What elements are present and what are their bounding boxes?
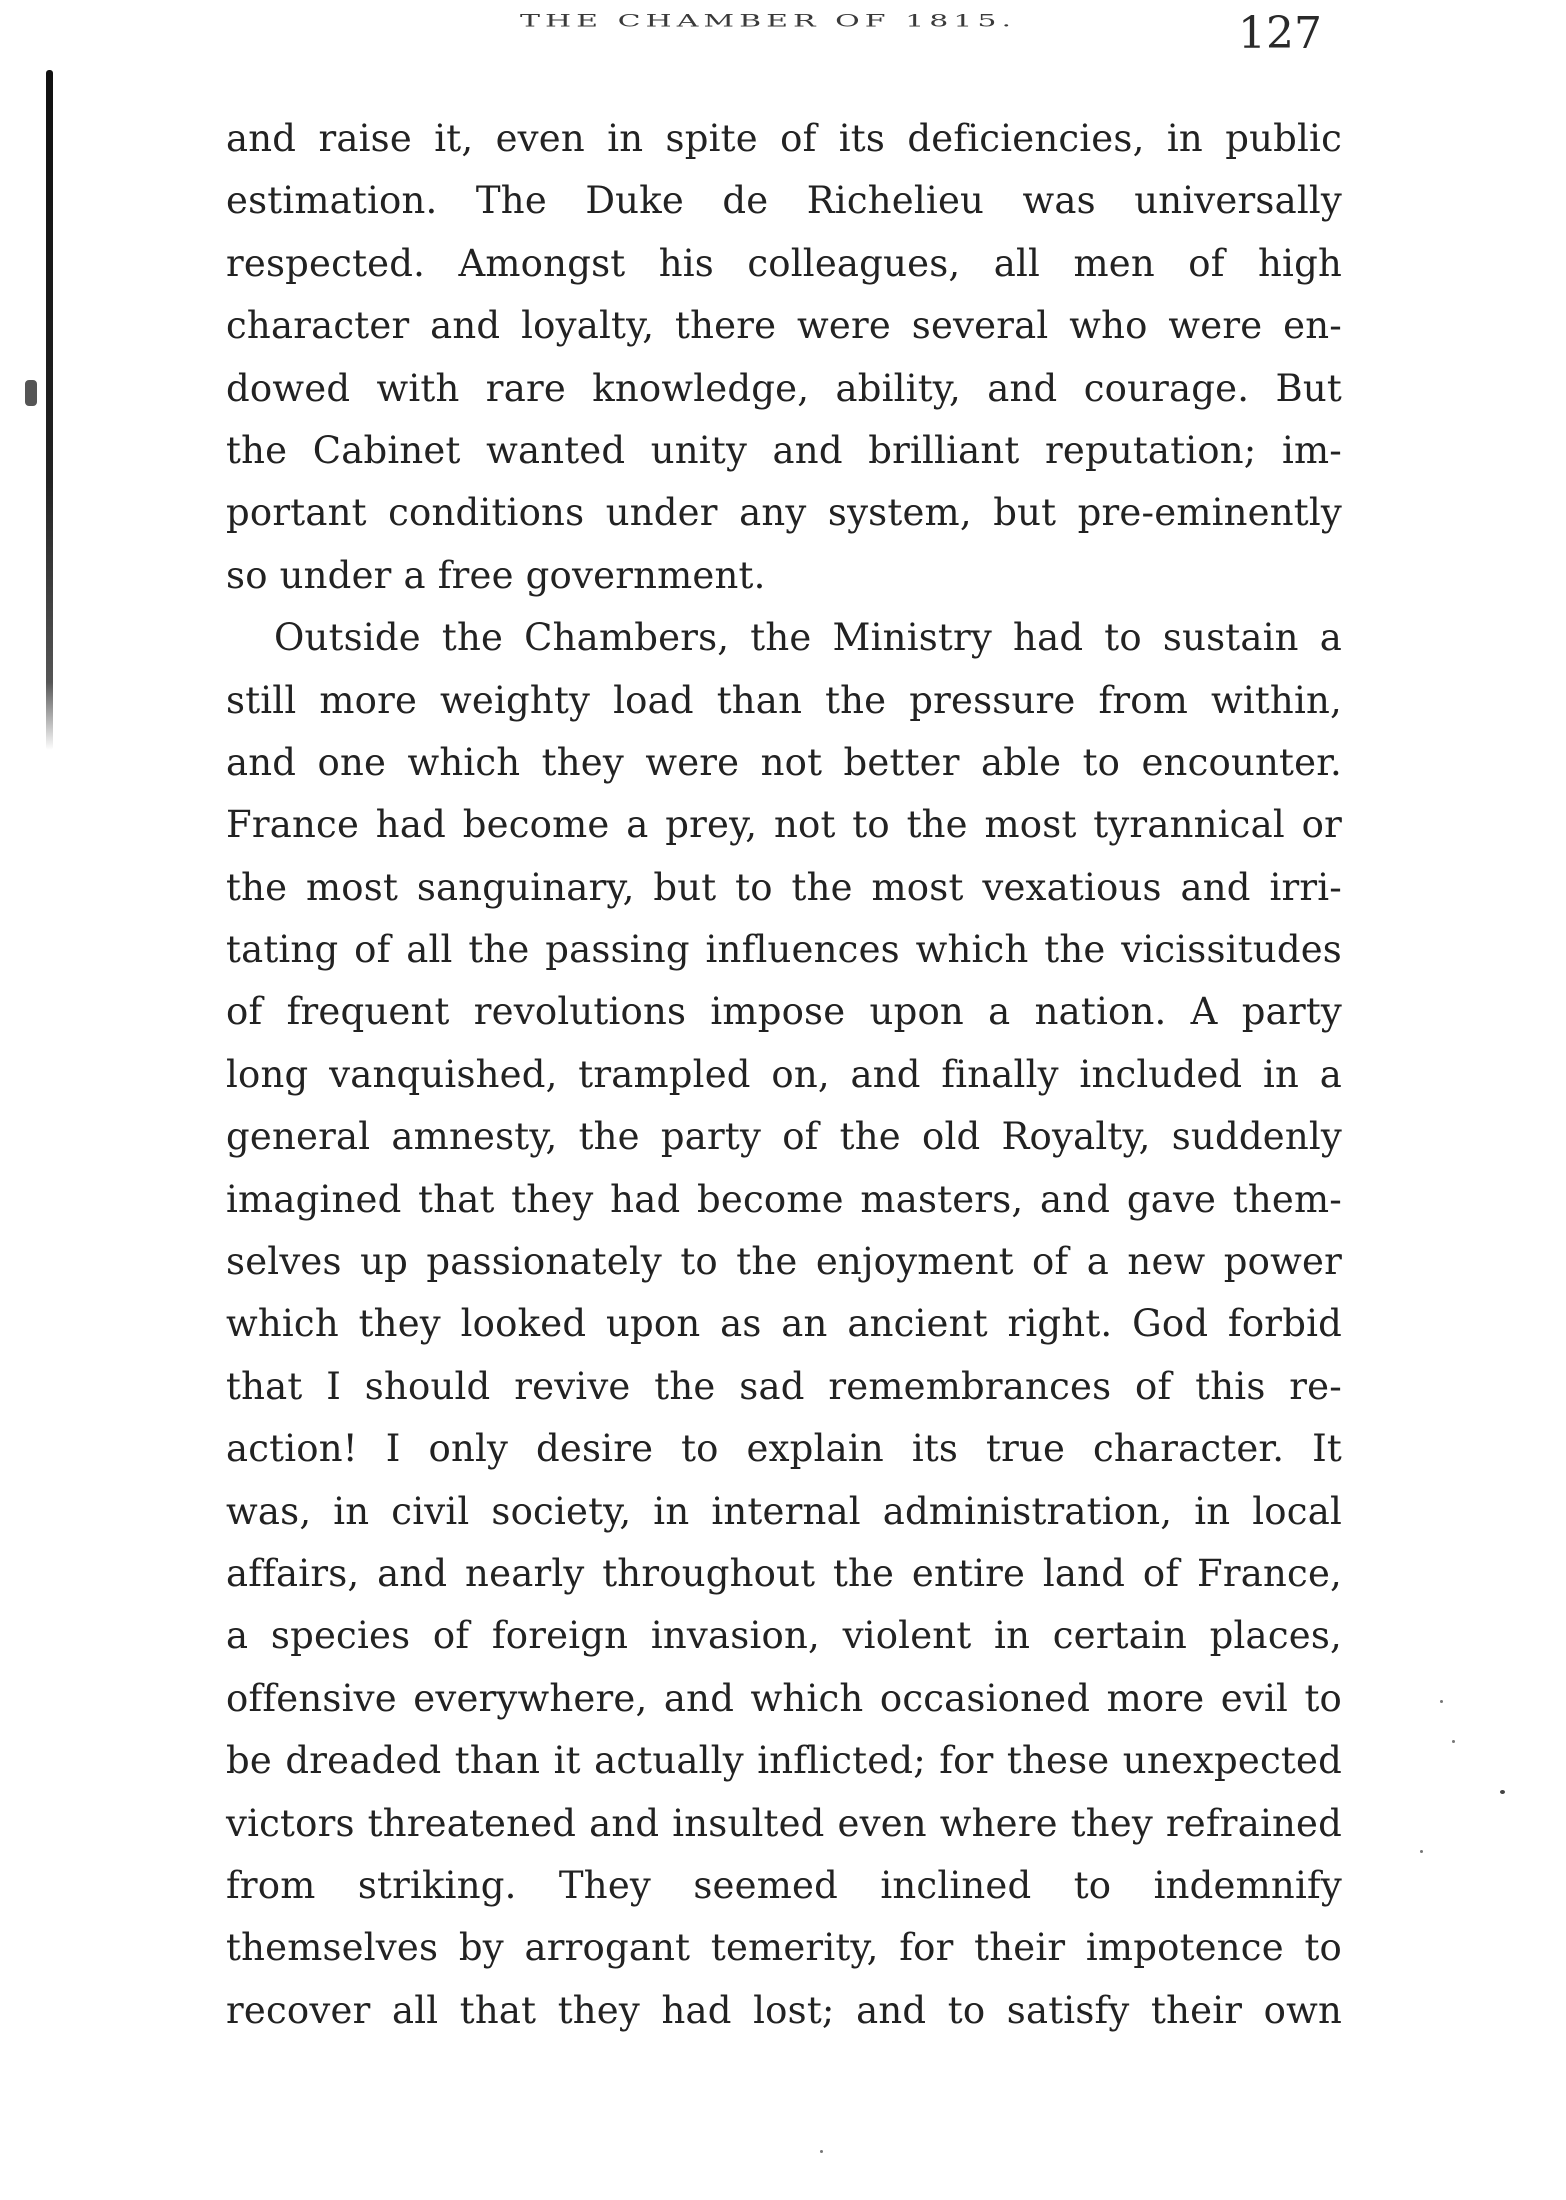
text-line: be dreaded than it actually inflicted; for these unexpected (226, 1739, 1342, 1783)
text-line: France had become a prey, not to the most tyrannical or (226, 803, 1342, 847)
text-line: the most sanguinary, but to the most vexatious and irri- (226, 865, 1342, 909)
text-line: dowed with rare knowledge, ability, and courage. But (226, 366, 1342, 410)
text-line: that I should revive the sad remembrances of this re- (226, 1364, 1342, 1408)
margin-binding-mark (46, 70, 53, 750)
text-line: portant conditions under any system, but pre-eminently (226, 491, 1342, 535)
text-line: which they looked upon as an ancient right. God forbid (226, 1302, 1342, 1346)
text-line: victors threatened and insulted even where they refrained (226, 1801, 1342, 1845)
margin-speck (25, 380, 37, 406)
running-head: THE CHAMBER OF 1815. (520, 12, 1017, 31)
text-line: a species of foreign invasion, violent in certain places, (226, 1614, 1342, 1658)
text-line: long vanquished, trampled on, and finally included in a (226, 1052, 1342, 1096)
text-line: recover all that they had lost; and to satisfy their own (226, 1988, 1342, 2032)
text-line: and raise it, even in spite of its deficiencies, in public (226, 117, 1342, 160)
scan-speck (820, 2150, 823, 2153)
text-line: action! I only desire to explain its true character. It (226, 1427, 1342, 1471)
text-line: from striking. They seemed inclined to indemnify (226, 1863, 1342, 1907)
text-line: tating of all the passing influences which the vicissitudes (226, 928, 1342, 972)
text-line: and one which they were not better able to encounter. (226, 740, 1342, 784)
text-line: respected. Amongst his colleagues, all men of high (226, 241, 1342, 285)
text-line: was, in civil society, in internal administration, in local (226, 1489, 1342, 1533)
text-line: imagined that they had become masters, and gave them- (226, 1177, 1342, 1221)
scan-speck (1420, 1850, 1423, 1853)
scan-speck (1452, 1740, 1455, 1743)
text-line: estimation. The Duke de Richelieu was universally (226, 179, 1342, 223)
scan-speck (1440, 1700, 1443, 1703)
text-line: Outside the Chambers, the Ministry had to sustain a (274, 616, 1342, 660)
text-line: general amnesty, the party of the old Royalty, suddenly (226, 1115, 1342, 1159)
page-number: 127 (1238, 8, 1322, 59)
text-line: themselves by arrogant temerity, for their impotence to (226, 1926, 1342, 1970)
text-line: so under a free government. (226, 553, 766, 597)
text-line: affairs, and nearly throughout the entire land of France, (226, 1551, 1342, 1595)
text-line: still more weighty load than the pressure from within, (226, 678, 1342, 722)
body-text (226, 108, 1342, 2042)
text-line: of frequent revolutions impose upon a nation. A party (226, 990, 1342, 1034)
text-line: selves up passionately to the enjoyment of a new power (226, 1240, 1342, 1284)
text-line: offensive everywhere, and which occasioned more evil to (226, 1676, 1342, 1720)
text-line: character and loyalty, there were several who were en- (226, 304, 1342, 348)
scan-speck (1500, 1790, 1505, 1794)
text-line: the Cabinet wanted unity and brilliant reputation; im- (226, 428, 1342, 472)
